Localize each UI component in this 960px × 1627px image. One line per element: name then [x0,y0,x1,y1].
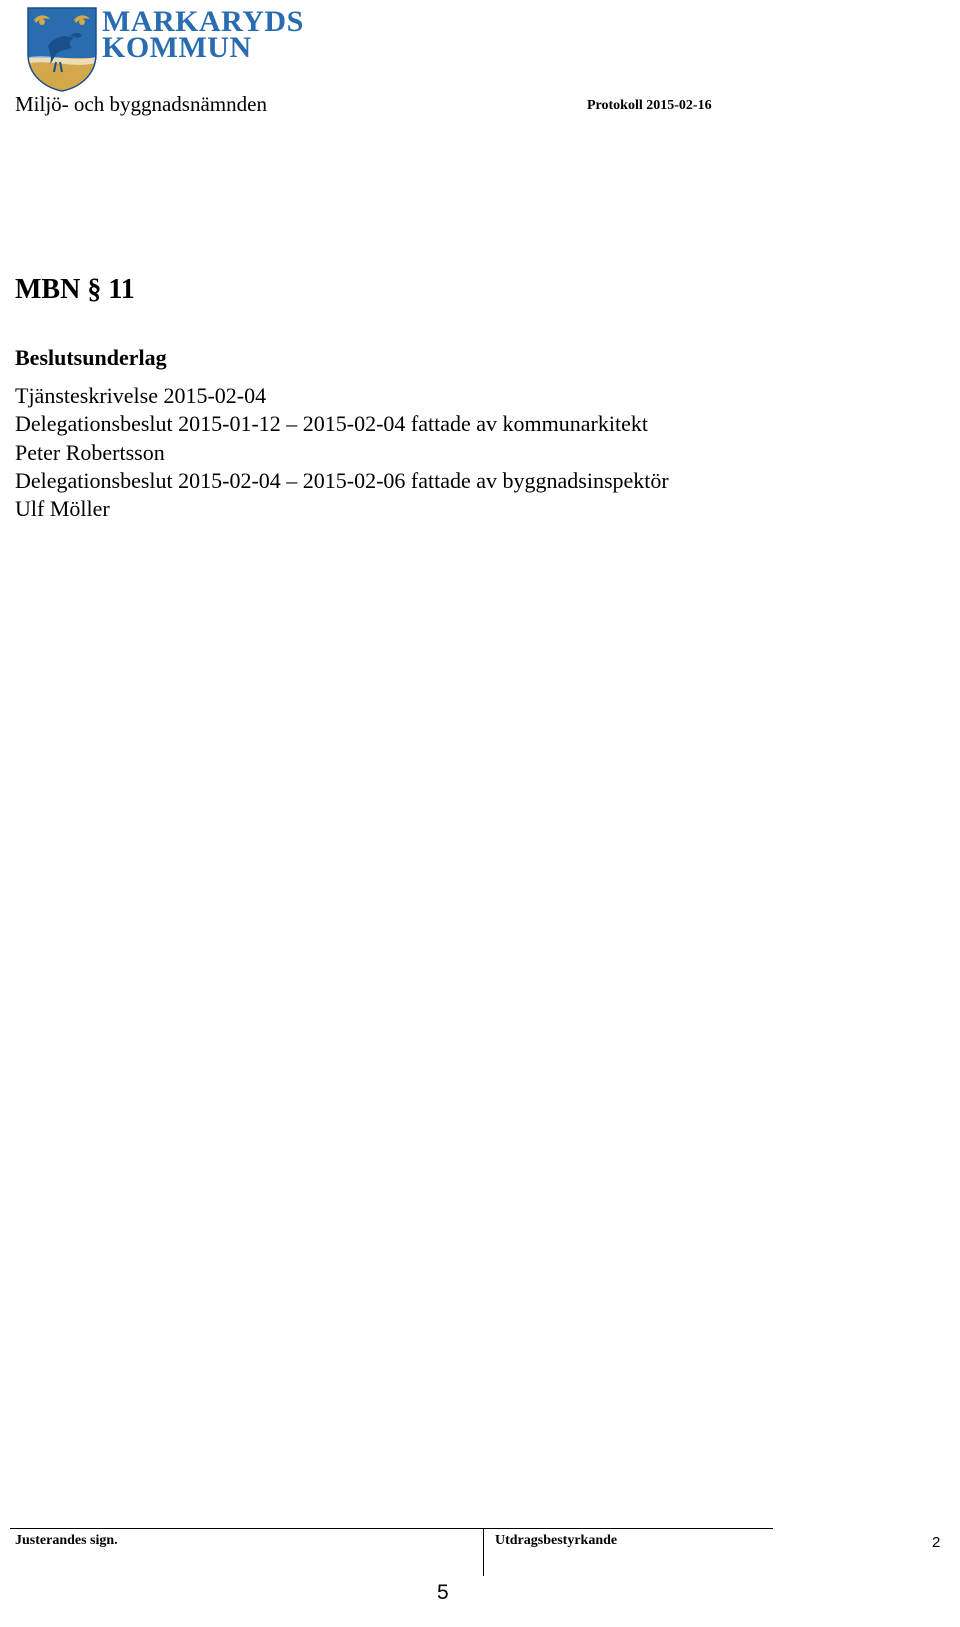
body-line: Delegationsbeslut 2015-01-12 – 2015-02-04 fattade av kommunarkitekt [15,411,648,437]
body-line: Delegationsbeslut 2015-02-04 – 2015-02-06 fattade av byggnadsinspektör [15,467,669,493]
logo-text-line1: MARKARYDS [102,5,304,38]
footer-signature-label: Justerandes sign. [15,1533,118,1548]
footer-rule [10,1528,773,1529]
footer-divider [483,1528,484,1576]
logo-text-line2: KOMMUN [102,31,252,64]
committee-name: Miljö- och byggnadsnämnden [15,92,267,116]
coat-of-arms-icon [26,6,98,92]
footer-certification-label: Utdragsbestyrkande [495,1533,618,1548]
subheading: Beslutsunderlag [15,345,167,370]
section-title: MBN § 11 [15,274,135,305]
municipality-logo [26,6,326,94]
body-line: Peter Robertsson [15,439,165,465]
document-page-number: 5 [437,1581,449,1604]
body-line: Ulf Möller [15,496,110,522]
footer-page-number: 2 [932,1534,941,1551]
protocol-date: Protokoll 2015-02-16 [587,98,712,113]
decision-basis-list [15,382,915,523]
body-line: Tjänsteskrivelse 2015-02-04 [15,383,267,408]
